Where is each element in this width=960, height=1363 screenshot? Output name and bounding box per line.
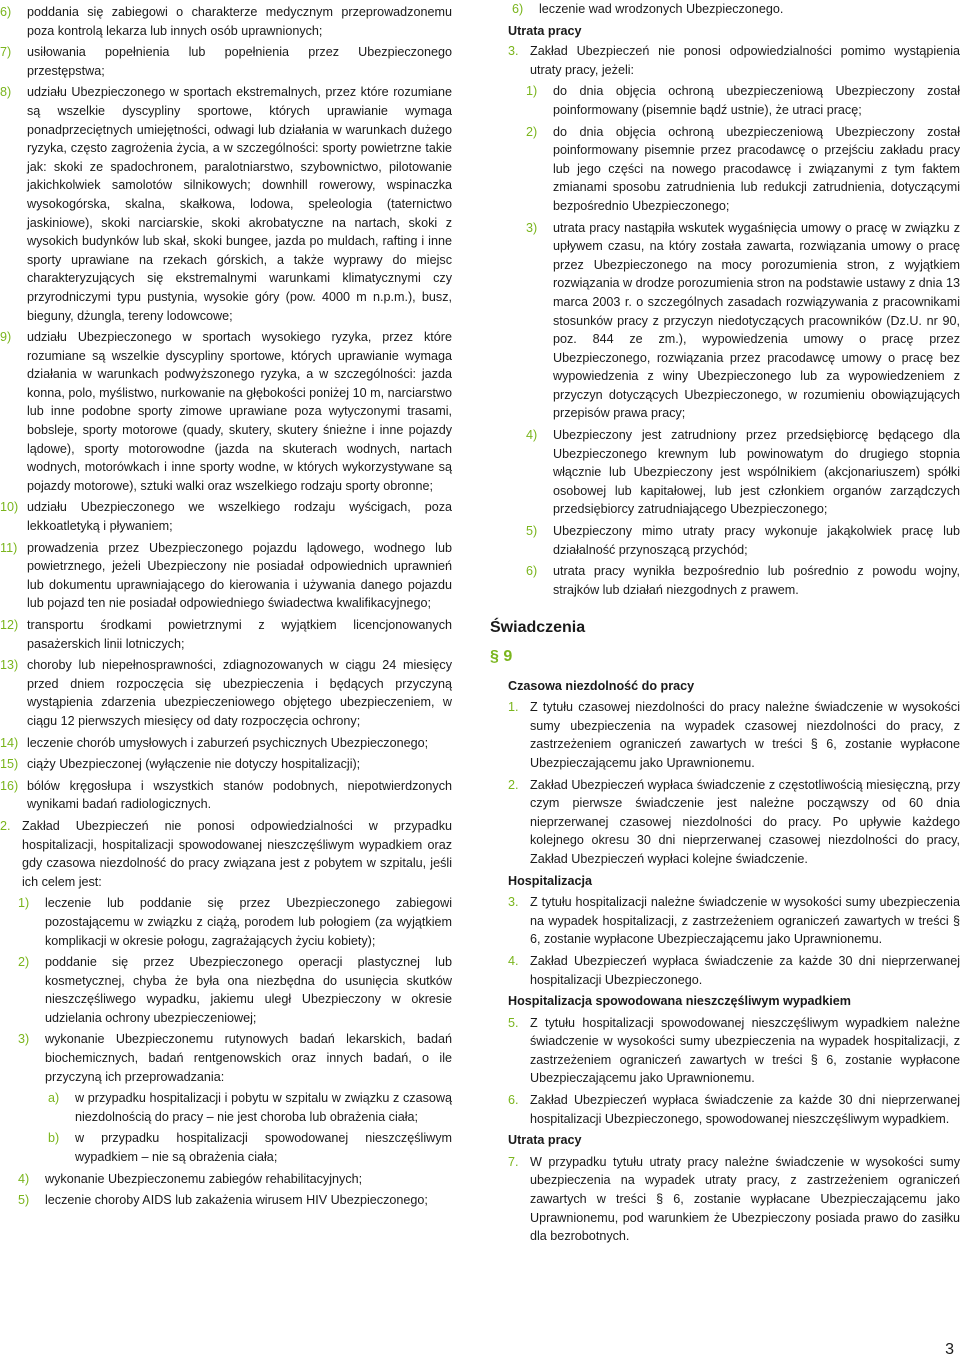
- item-text: poddania się zabiegowi o charakterze medycznym przeprowadzonemu poza kontrolą lekarza lub innych osób uprawnionych;: [27, 5, 452, 38]
- item-text: do dnia objęcia ochroną ubezpieczeniową Ubezpieczony został poinformowany (pisemnie bądź ustnie), że utraci pracę;: [553, 84, 960, 117]
- subheading: Czasowa niezdolność do pracy: [508, 678, 695, 693]
- item-text: choroby lub niepełnosprawności, zdiagnozowanych w ciągu 24 miesięcy przed dniem rozpoczęcia się ubezpieczenia i będących przyczyną wystąpienia zdarzenia ubezpieczeniowego objętego ubezpieczeniem, w ciągu 12 pierwszych miesięcy od daty rozpoczęcia ochrony;: [27, 658, 452, 728]
- item-number: 11): [0, 540, 18, 555]
- item-text: poddanie się przez Ubezpieczonego operacji plastycznej lub kosmetycznej, chyba że była ona niezbędna do usunięcia skutków nieszczęśliwego wypadku, jakiemu uległ Ubezpieczony w okresie udzielania ochrony ubezpieczeniowej;: [45, 955, 452, 1025]
- item-text: Z tytułu hospitalizacji spowodowanej nieszczęśliwym wypadkiem należne świadczenie w wysokości sumy ubezpieczenia na wypadek hospitalizacji, z zastrzeżeniem ograniczeń zawartych w treści § 6, zostanie wypłacone Ubezpieczającemu jako Uprawnionemu.: [530, 1015, 960, 1086]
- item-text: Ubezpieczony jest zatrudniony przez przedsiębiorcę będącego dla Ubezpieczonego krewnym lub powinowatym do drugiego stopnia włącznie lub Ubezpieczony jest wspólnikiem (akcjonariuszem) spółki osobowej lub kapitałowej, lub jest członkiem organów zarządczych przedsiębiorcy zatrudniającego Ubezpieczonego;: [553, 428, 960, 517]
- list-item: [18, 953, 452, 1027]
- item-text: Z tytułu czasowej niezdolności do pracy należne świadczenie w wysokości sumy ubezpieczenia na wypadek czasowej niezdolności do pracy, z zastrzeżeniem ograniczeń zawartych w treści § 6, zostanie wypłacone Ubezpieczającemu jako Uprawnionemu.: [530, 700, 960, 770]
- item-number: 6): [526, 564, 538, 579]
- list-item: [18, 894, 452, 950]
- item-text: Zakład Ubezpieczeń wypłaca świadczenie za każde 30 dni nieprzerwanej hospitalizacji Ubezpieczonego, spowodowanej nieszczęśliwym wypadkiem.: [530, 1093, 960, 1126]
- list-item: [0, 328, 452, 495]
- list-item: [0, 817, 452, 891]
- item-text: utrata pracy nastąpiła wskutek wygaśnięcia umowy o pracę w związku z upływem czasu, na który została zawarta, rozwiązania umowy o pracę przez Ubezpieczonego na mocy porozumienia stron, z wyjątkiem rozwiązania w drodze porozumienia stron na podstawie ustawy z dnia 13 marca 2003 r. o szczególnych zasadach rozwiązywania z pracownikami stosunków pracy z przyczyn niedotyczących pracowników (Dz.U. nr 90, poz. 844 ze zm.), wypowiedzenia umowy o pracę przez Ubezpieczonego, rozwiązania przez pracodawcę umowy o pracę bez wypowiedzenia z winy Ubezpieczonego lub za wypowiedzeniem z przyczyn dotyczących Ubezpieczonego, w rozumieniu obowiązujących przepisów prawa pracy;: [553, 220, 960, 421]
- list-item: [48, 1089, 452, 1126]
- item-text: leczenie choroby AIDS lub zakażenia wirusem HIV Ubezpieczonego;: [45, 1193, 428, 1208]
- list-item: [526, 562, 960, 599]
- item-number: 2.: [508, 777, 519, 792]
- item-number: 16): [0, 778, 19, 793]
- list-item: [0, 777, 452, 814]
- list-item: [508, 1091, 960, 1128]
- list-item: [526, 219, 960, 424]
- list-item: [512, 0, 960, 19]
- item-number: 1.: [508, 700, 519, 715]
- list-item: [508, 776, 960, 869]
- list-item: [0, 83, 452, 325]
- item-text: Ubezpieczony mimo utraty pracy wykonuje jakąkolwiek pracę lub działalność przynoszącą przychód;: [553, 524, 960, 557]
- section-title: Świadczenia: [490, 619, 586, 637]
- list-item: [0, 43, 452, 80]
- item-number: 6): [512, 2, 524, 16]
- item-number: 1): [18, 896, 30, 911]
- list-item: [18, 1170, 452, 1189]
- item-number: 3.: [508, 895, 519, 910]
- left-column: [0, 0, 452, 1210]
- list-item: [48, 1129, 452, 1166]
- item-text: udziału Ubezpieczonego we wszelkiego rodzaju wyścigach, poza lekkoatletyką i pływaniem;: [27, 500, 452, 534]
- list-item: [508, 698, 960, 772]
- item-text: w przypadku hospitalizacji i pobytu w szpitalu w związku z czasową niezdolnością do pracy – nie jest choroba lub obrażenia ciała;: [75, 1091, 452, 1124]
- list-item: [18, 1030, 452, 1086]
- item-text: udziału Ubezpieczonego w sportach wysokiego ryzyka, przez które rozumiane są wszelkie dyscypliny sportowe, których uprawianie wymaga działania w warunkach podwyższonego ryzyka, a w szczególności: jazda konna, polo, myślistwo, nurkowanie na głębokości poniżej 10 m, narciarstwo lub inne podobne sporty zimowe uprawiane poza wytyczonymi trasami, bobsleje, sporty motorowe (quady, skutery, skutery śnieżne i inne pojazdy lądowe), sporty motorowodne (jazda na skuterach wodnych, nartach wodnych, motorówkach i inne sporty wodne, w których wykorzystywane są pojazdy motorowe), sztuki walki oraz wszelkiego rodzaju sporty obronne;: [27, 330, 452, 493]
- subheading: Hospitalizacja spowodowana nieszczęśliwym wypadkiem: [508, 994, 851, 1009]
- list-item: [0, 616, 452, 653]
- item-number: 3): [526, 220, 538, 235]
- item-text: Zakład Ubezpieczeń nie ponosi odpowiedzialności w przypadku hospitalizacji, hospitalizacji spowodowanej nieszczęśliwym wypadkiem oraz gdy czasowa niezdolność do pracy związana jest z pobytem w szpitalu, jeśli ich celem jest:: [22, 818, 452, 889]
- item-text: wykonanie Ubezpieczonemu rutynowych badań lekarskich, badań biochemicznych, badań rentgenowskich oraz innych badań, o ile przyczyną ich przeprowadzania:: [45, 1032, 452, 1084]
- item-number: 1): [526, 84, 538, 99]
- item-number: 4): [18, 1171, 30, 1186]
- item-number: 3): [18, 1032, 30, 1047]
- subheading-utrata-pracy: Utrata pracy: [508, 23, 582, 38]
- item-number: 2.: [0, 818, 11, 833]
- list-item: [526, 123, 960, 216]
- list-item: [508, 42, 960, 79]
- item-text: ciąży Ubezpieczonej (wyłączenie nie dotyczy hospitalizacji);: [27, 757, 361, 772]
- item-text: wykonanie Ubezpieczonemu zabiegów rehabilitacyjnych;: [45, 1171, 363, 1186]
- subheading: Utrata pracy: [508, 1133, 582, 1148]
- item-text: W przypadku tytułu utraty pracy należne świadczenie w wysokości sumy ubezpieczenia na wypadek utraty pracy, z zastrzeżeniem ograniczeń zawartych w treści § 6, zostanie wypłacane Ubezpieczającemu jako Uprawnionemu, pod warunkiem że Ubezpieczony posiada prawo do zasiłku dla bezrobotnych.: [530, 1154, 960, 1244]
- page-number: 3: [945, 1341, 954, 1358]
- item-text: transportu środkami powietrznymi z wyjątkiem licencjonowanych pasażerskich linii lotniczych;: [27, 618, 452, 651]
- list-item: [508, 952, 960, 989]
- item-text: prowadzenia przez Ubezpieczonego pojazdu lądowego, wodnego lub powietrznego, jeżeli Ubezpieczony nie posiadał odpowiednich uprawnień lub dokumentu uprawniającego do kierowania i używania danego pojazdu lub pojazd ten nie posiadał odpowiedniego świadectwa kwalifikacyjnego;: [27, 540, 452, 611]
- paragraph-number: § 9: [490, 648, 513, 665]
- list-item: [508, 1014, 960, 1088]
- item-text: w przypadku hospitalizacji spowodowanej nieszczęśliwym wypadkiem – nie są obrażenia ciała;: [75, 1131, 452, 1165]
- item-number: 4): [526, 428, 538, 443]
- item-number: 2): [526, 124, 538, 139]
- item-number: 7.: [508, 1154, 519, 1169]
- item-text: leczenie chorób umysłowych i zaburzeń psychicznych Ubezpieczonego;: [27, 735, 429, 750]
- item-number: 5.: [508, 1015, 519, 1030]
- benefits-list: [490, 677, 960, 1246]
- item-text: do dnia objęcia ochroną ubezpieczeniową Ubezpieczony został poinformowany pisemnie przez pracodawcę o przejściu zakładu pracy lub jego części na nowego pracodawcę i związanymi z tym faktem zmianami sposobu zatrudnienia lub redukcji zatrudnienia, dotyczącymi bezpośrednio Ubezpieczonego;: [553, 124, 960, 213]
- item-number: 12): [0, 618, 19, 632]
- item-number: 5): [18, 1193, 30, 1208]
- list-item: [0, 3, 452, 40]
- list-item: [0, 656, 452, 730]
- list-item: [508, 893, 960, 949]
- item-number: 3.: [508, 44, 519, 59]
- right-column: [490, 0, 960, 1246]
- item-text: leczenie wad wrodzonych Ubezpieczonego.: [539, 2, 784, 16]
- item-text: Z tytułu hospitalizacji należne świadczenie w wysokości sumy ubezpieczenia na wypadek hospitalizacji, z zastrzeżeniem ograniczeń zawartych w treści § 6, zostanie wypłacone Ubezpieczającemu jako Uprawnionemu.: [530, 895, 960, 947]
- item-number: 7): [0, 45, 12, 60]
- item-number: 13): [0, 658, 19, 673]
- item-number: 5): [526, 524, 538, 539]
- item-text: Zakład Ubezpieczeń wypłaca świadczenie za każde 30 dni nieprzerwanej hospitalizacji Ubezpieczonego.: [530, 953, 960, 987]
- item-text: udziału Ubezpieczonego w sportach ekstremalnych, przez które rozumiane są wszelkie dyscypliny sportowe, których uprawianie wymaga ponadprzeciętnych umiejętności, odwagi lub działania w warunkach dużego ryzyka, często zagrożenia życia, a w szczególności: sporty powietrzne takie jak: skoki ze spadochronem, paralotniarstwo, szybownictwo, pilotowanie jakichkolwiek samolotów silnikowych; downhill rowerowy, wspinaczka wysokogórska, skalna, skałkowa, lodowa, speleologia (taternictwo jaskiniowe), skoki narciarskie, skoki akrobatyczne na nartach, skoki z wysokich budynków lub skał, skoki bungee, jazda po muldach, rafting i inne sporty uprawiane na rzekach górskich, a także wyprawy do miejsc charakteryzujących się ekstremalnymi warunkami klimatycznymi czy przyrodniczymi typu pustynia, wysokie góry (pow. 4000 m n.p.m.), busz, bieguny, dżungla, tereny lodowcowe;: [27, 85, 452, 323]
- item-number: 6): [0, 5, 12, 19]
- item-text: usiłowania popełnienia lub popełnienia przez Ubezpieczonego przestępstwa;: [27, 45, 452, 78]
- item-number: b): [48, 1131, 60, 1146]
- item-number: 8): [0, 85, 12, 100]
- exclusions-list: [490, 82, 960, 599]
- list-item: [526, 522, 960, 559]
- subheading: Hospitalizacja: [508, 873, 592, 888]
- item-number: 6.: [508, 1093, 519, 1108]
- item-number: 15): [0, 757, 19, 772]
- item-number: 2): [18, 955, 30, 970]
- item-number: 14): [0, 735, 19, 750]
- item-text: utrata pracy wynikła bezpośrednio lub pośrednio z powodu wojny, strajków lub działań niezgodnych z prawem.: [553, 564, 960, 597]
- item-text: bólów kręgosłupa i wszystkich stanów podobnych, niepotwierdzonych wynikami badań radiologicznych.: [27, 778, 452, 812]
- item-number: 9): [0, 330, 12, 345]
- item-text: Zakład Ubezpieczeń wypłaca świadczenie z częstotliwością miesięczną, przy czym pierwsze świadczenie jest należne począwszy od 60 dnia nieprzerwanej czasowej niezdolności do pracy. Po upływie każdego kolejnego okresu 30 dni nieprzerwanej czasowej niezdolności do pracy, Zakład Ubezpieczeń wypłaci kolejne świadczenie.: [530, 777, 960, 866]
- list-item: [18, 1191, 452, 1210]
- list-item: [0, 539, 452, 613]
- list-item: [0, 734, 452, 753]
- item-number: a): [48, 1091, 60, 1106]
- list-item: [0, 498, 452, 535]
- item-text: leczenie lub poddanie się przez Ubezpieczonego zabiegowi pozostającemu w związku z ciążą, porodem lub połogiem (za wyjątkiem komplikacji w okresie połogu, zagrażających życiu kobiety);: [45, 896, 452, 948]
- item-number: 10): [0, 500, 19, 515]
- list-item: [526, 426, 960, 519]
- item-text: Zakład Ubezpieczeń nie ponosi odpowiedzialności pomimo wystąpienia utraty pracy, jeżeli:: [530, 44, 960, 77]
- list-item: [508, 1153, 960, 1246]
- item-number: 4.: [508, 953, 519, 968]
- list-item: [0, 755, 452, 774]
- list-item: [526, 82, 960, 119]
